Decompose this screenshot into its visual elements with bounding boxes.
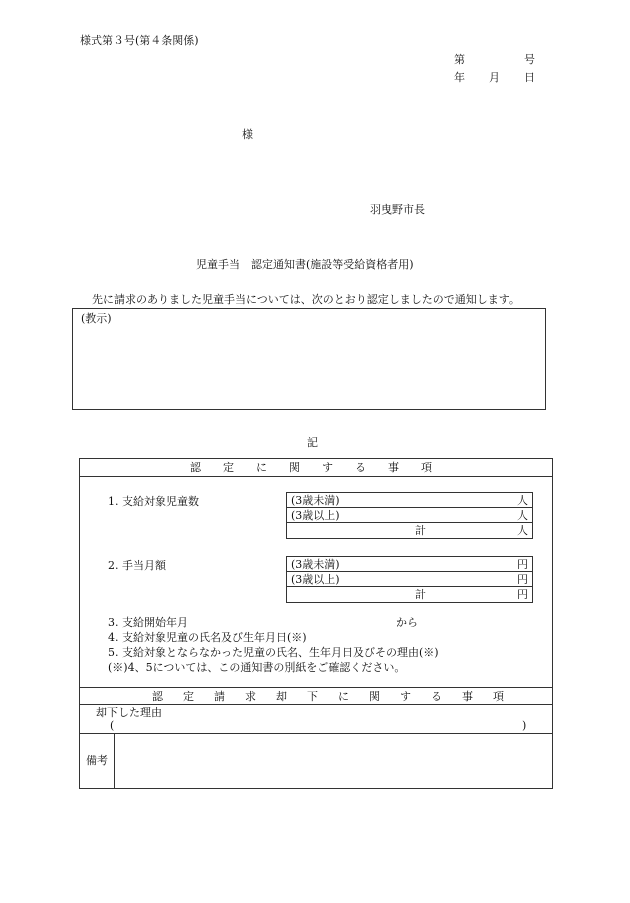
item3-from: から (396, 616, 418, 629)
item2-label: 2. 手当月額 (108, 559, 166, 572)
main-table (79, 458, 553, 789)
date-day: 日 (524, 71, 535, 84)
item5-label: 5. 支給対象とならなかった児童の氏名、生年月日及びその理由(※) (108, 646, 439, 659)
item2-row-total: 計 円 (415, 588, 528, 601)
number-prefix: 第 (454, 53, 465, 66)
rejection-divider-mid (80, 704, 552, 705)
issuer-title: 羽曳野市長 (370, 203, 425, 216)
remarks-label: 備考 (86, 754, 108, 767)
instruction-label: (教示) (81, 312, 112, 325)
ki-marker: 記 (307, 436, 318, 449)
date-year: 年 (454, 71, 465, 84)
item1-row-over3: (3歳以上) 人 (287, 508, 532, 523)
number-suffix: 号 (524, 53, 535, 66)
document-title: 児童手当 認定通知書(施設等受給資格者用) (196, 258, 414, 271)
item3-label: 3. 支給開始年月 (108, 616, 188, 629)
certification-heading: 認定に関する事項 (190, 461, 454, 474)
paren-open: ( (110, 719, 115, 732)
item2-table (286, 556, 533, 603)
remarks-column-divider (114, 733, 115, 788)
item1-label: 1. 支給対象児童数 (108, 495, 199, 508)
item2-row-under3: (3歳未満) 円 (287, 557, 532, 572)
remarks-divider (80, 733, 552, 734)
footnote: (※)4、5については、この通知書の別紙をご確認ください。 (108, 661, 406, 674)
item1-table (286, 492, 533, 539)
recipient-honorific: 様 (242, 128, 253, 141)
rejection-heading: 認定請求却下に関する事項 (152, 690, 524, 703)
date-month: 月 (489, 71, 500, 84)
item4-label: 4. 支給対象児童の氏名及び生年月日(※) (108, 631, 307, 644)
rejection-divider-top (80, 687, 552, 688)
paren-close: ) (522, 719, 527, 732)
rejection-reason-label: 却下した理由 (96, 706, 162, 719)
item1-row-total: 計 人 (415, 524, 528, 537)
item1-row-under3: (3歳未満) 人 (287, 493, 532, 508)
item2-row-over3: (3歳以上) 円 (287, 572, 532, 587)
form-number: 様式第３号(第４条関係) (80, 34, 199, 47)
intro-text: 先に請求のありました児童手当については、次のとおり認定しましたので通知します。 (92, 293, 520, 306)
instruction-box (72, 308, 546, 410)
heading-divider (80, 476, 552, 477)
